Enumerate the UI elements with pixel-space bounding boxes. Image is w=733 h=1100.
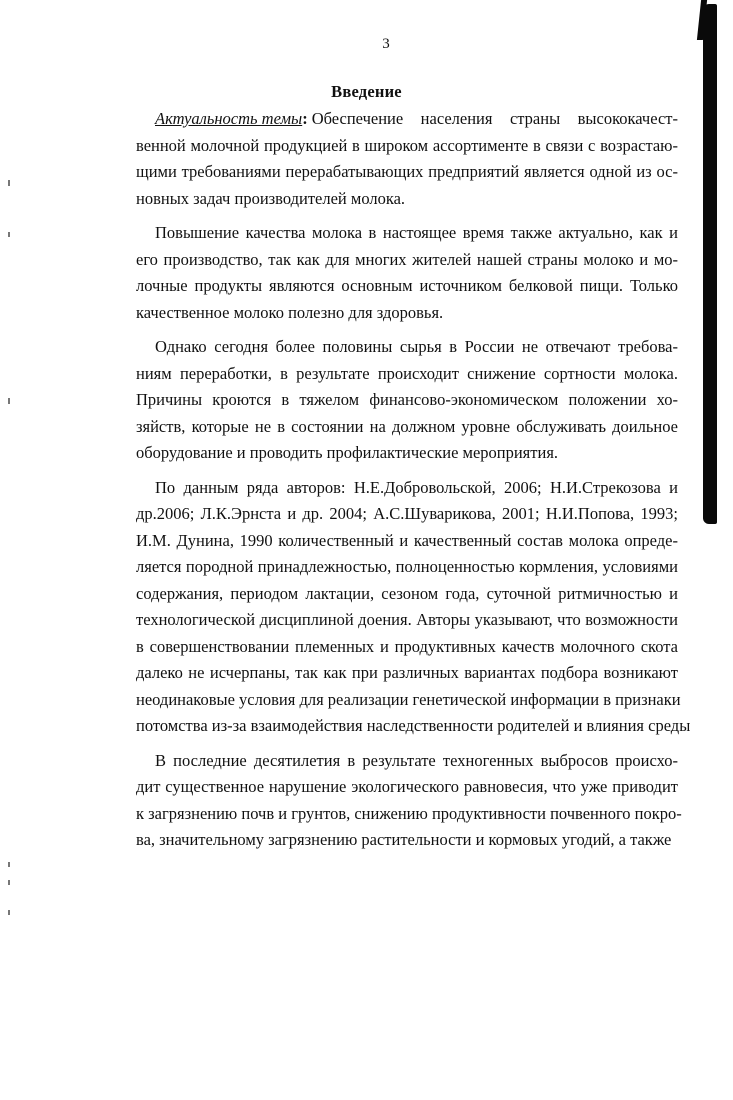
text-line [136,634,678,661]
topic-label-colon: : [302,109,308,128]
text-line-content: ва, значительному загрязнению растительности и кормовых угодий, а также [136,830,672,849]
paragraph-gap [136,740,678,748]
text-line-content: в совершенствовании племенных и продуктивных качеств молочного скота [136,636,678,656]
paragraph [136,475,691,740]
text-line-content: венной молочной продукцией в широком ассортименте в связи с возрастаю- [136,135,678,155]
paragraph-gap [136,326,678,334]
paragraph [136,748,682,854]
text-line-content: его производство, так как для многих жителей нашей страны молоко и мо- [136,249,678,269]
text-line [136,801,682,828]
text-line-content: В последние десятилетия в результате техногенных выбросов происхо- [155,750,678,770]
text-line-content: Обеспечение населения страны высококачест- [311,109,678,128]
paragraph [136,220,678,326]
text-line [136,334,678,361]
text-line-content: к загрязнению почв и грунтов, снижению продуктивности почвенного покро- [136,803,682,823]
text-line-content: неодинаковые условия для реализации генетической информации в признаки [136,689,681,709]
section-heading: Введение [331,82,402,101]
text-line [136,300,678,327]
scan-binding-edge [703,4,717,524]
text-line [136,554,678,581]
text-line [136,475,678,502]
text-line [136,501,678,528]
scan-margin-mark [8,232,10,237]
text-line [136,607,678,634]
text-line [136,827,678,854]
text-line-content: И.М. Дунина, 1990 количественный и качественный состав молока опреде- [136,530,678,550]
scan-margin-mark [8,910,10,915]
text-line-content: новных задач производителей молока. [136,188,406,208]
text-line-content: ляется породной принадлежностью, полноценностью кормления, условиями [136,557,678,576]
text-line-content: оборудование и проводить профилактические мероприятия. [136,443,559,462]
paragraph-gap [136,212,678,220]
text-line [136,247,678,274]
topic-label: Актуальность темы [155,109,303,128]
text-line [136,159,678,186]
paragraph [136,334,678,467]
text-line [136,581,678,608]
text-line-content: содержания, периодом лактации, сезоном года, суточной ритмичностью и [136,583,678,603]
text-line-content: Повышение качества молока в настоящее время также актуально, как и [155,223,678,242]
text-line [136,774,678,801]
text-line-content: качественное молоко полезно для здоровья. [136,302,444,322]
text-line-content: щими требованиями перерабатывающих предприятий является одной из ос- [136,162,678,181]
text-line-content: дит существенное нарушение экологического равновесия, что уже приводит [136,777,678,796]
text-line [136,106,678,133]
scan-margin-mark [8,398,10,404]
page-number: 3 [382,36,390,52]
text-line [136,133,678,160]
paragraph-gap [136,467,678,475]
text-line-content: По данным ряда авторов: Н.Е.Добровольской, 2006; Н.И.Стрекозова и [155,477,678,497]
scan-margin-mark [8,862,10,867]
text-line [136,687,681,714]
text-line [136,660,678,687]
text-line [136,748,678,775]
text-line [136,361,678,388]
text-line-content: далеко не исчерпаны, так как при различных вариантах подбора возникают [136,663,678,682]
text-line-content: лочные продукты являются основным источником белковой пищи. Только [136,276,678,295]
body-text [136,106,691,854]
text-line-content: потомства из-за взаимодействия наследственности родителей и влияния среды [136,716,691,735]
scan-margin-mark [8,880,10,885]
text-line-content: др.2006; Л.К.Эрнста и др. 2004; А.С.Шуварикова, 2001; Н.И.Попова, 1993; [136,504,678,523]
text-line [136,414,678,441]
text-line-content: Причины кроются в тяжелом финансово-экономическом положении хо- [136,390,678,409]
text-line [136,528,678,555]
text-line-content: технологической дисциплиной доения. Авторы указывают, что возможности [136,610,678,629]
text-line-content: Однако сегодня более половины сырья в России не отвечают требова- [155,337,678,356]
text-line [136,186,678,213]
text-line-content: ниям переработки, в результате происходит снижение сортности молока. [136,363,678,383]
text-line-content: зяйств, которые не в состоянии на должном уровне обслуживать доильное [136,416,678,436]
text-line [136,440,678,467]
text-line [136,273,678,300]
text-line [136,220,678,247]
text-line [136,387,678,414]
scan-margin-mark [8,180,10,186]
text-line [136,713,691,740]
paragraph [136,106,678,212]
